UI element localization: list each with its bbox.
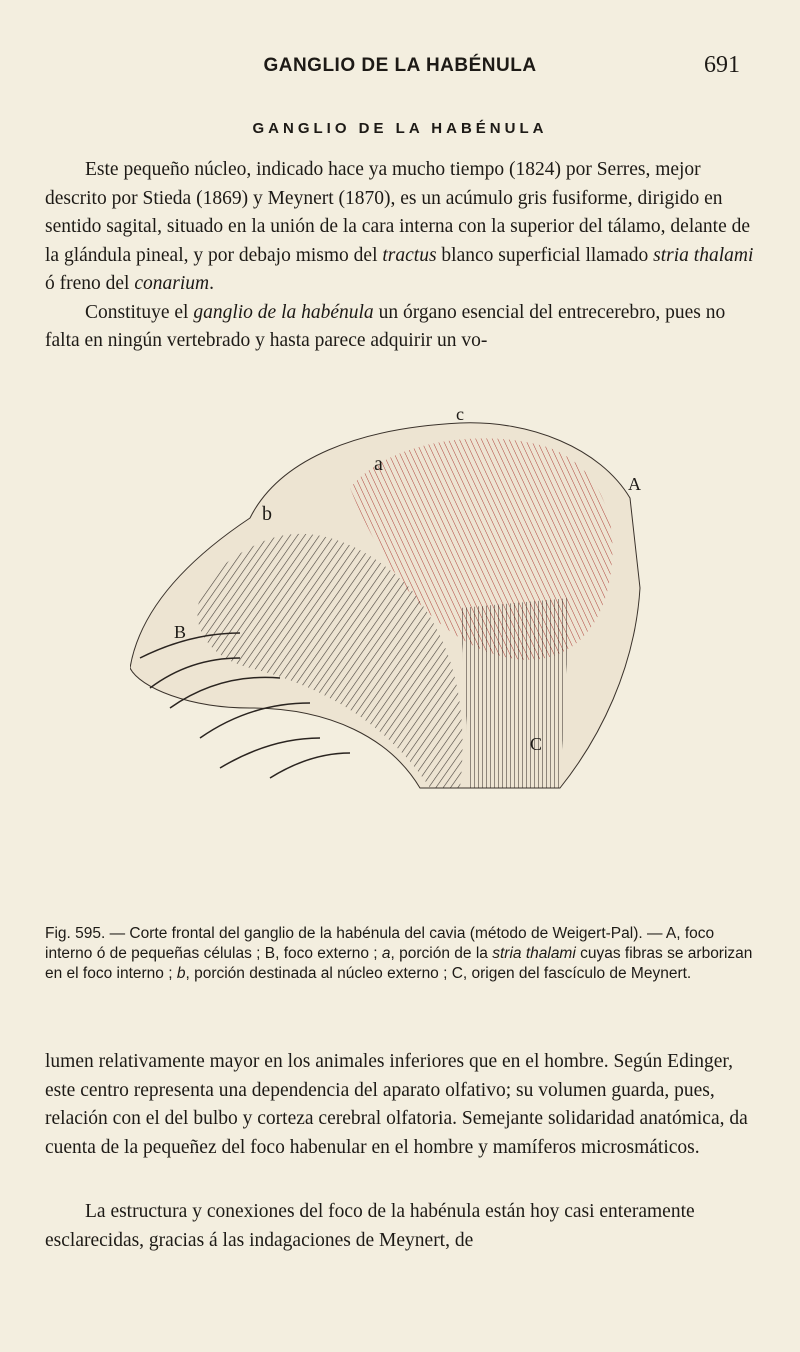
paragraph-2: Constituye el ganglio de la habénula un órgano esencial del entrecerebro, pues no falta en ningún vertebrado y hasta parece adquirir un vo- bbox=[45, 301, 726, 351]
intro-text bbox=[45, 156, 760, 356]
label-b: b bbox=[262, 503, 272, 525]
page-number: 691 bbox=[704, 52, 740, 78]
figure-illustration bbox=[130, 408, 670, 793]
histology-figure bbox=[130, 408, 670, 793]
label-B: B bbox=[174, 622, 187, 642]
label-A: A bbox=[628, 474, 641, 494]
paragraph-4: La estructura y conexiones del foco de la habénula están hoy casi enteramente esclarecidas, gracias á las indagaciones de Meynert, de bbox=[45, 1201, 695, 1251]
label-c-top: c bbox=[456, 408, 464, 424]
label-a: a bbox=[374, 453, 383, 475]
paragraph-3: lumen relativamente mayor en los animales inferiores que en el hombre. Según Edinger, este centro representa una dependencia del aparato olfativo; su volumen guarda, pues, relación con el del bulbo y corteza cerebral olfatoria. Semejante solidaridad anatómica, da cuenta de la pequeñez del foco habenular en el hombre y mamíferos microsmáticos. bbox=[45, 1051, 748, 1158]
paragraph-1: Este pequeño núcleo, indicado hace ya mucho tiempo (1824) por Serres, mejor descrito por Stieda (1869) y Meynert (1870), es un acúmulo gris fusiforme, dirigido en sentido sagital, situado en la unión de la cara interna con la superior del tálamo, delante de la glándula pineal, y por debajo mismo del tractus blanco superficial llamado stria thalami ó freno del conarium. bbox=[45, 159, 754, 294]
label-C: C bbox=[530, 734, 543, 754]
figure-caption: Fig. 595. — Corte frontal del ganglio de la habénula del cavia (método de Weigert-Pal). — A, foco interno ó de pequeñas células ; B, foco externo ; a, porción de la stria thalami cuyas fibras se arborizan en el foco interno ; b, porción destinada al núcleo externo ; C, origen del fascículo de Meynert. bbox=[45, 925, 753, 982]
section-title: GANGLIO DE LA HABÉNULA bbox=[252, 120, 548, 137]
running-title: GANGLIO DE LA HABÉNULA bbox=[263, 55, 537, 76]
